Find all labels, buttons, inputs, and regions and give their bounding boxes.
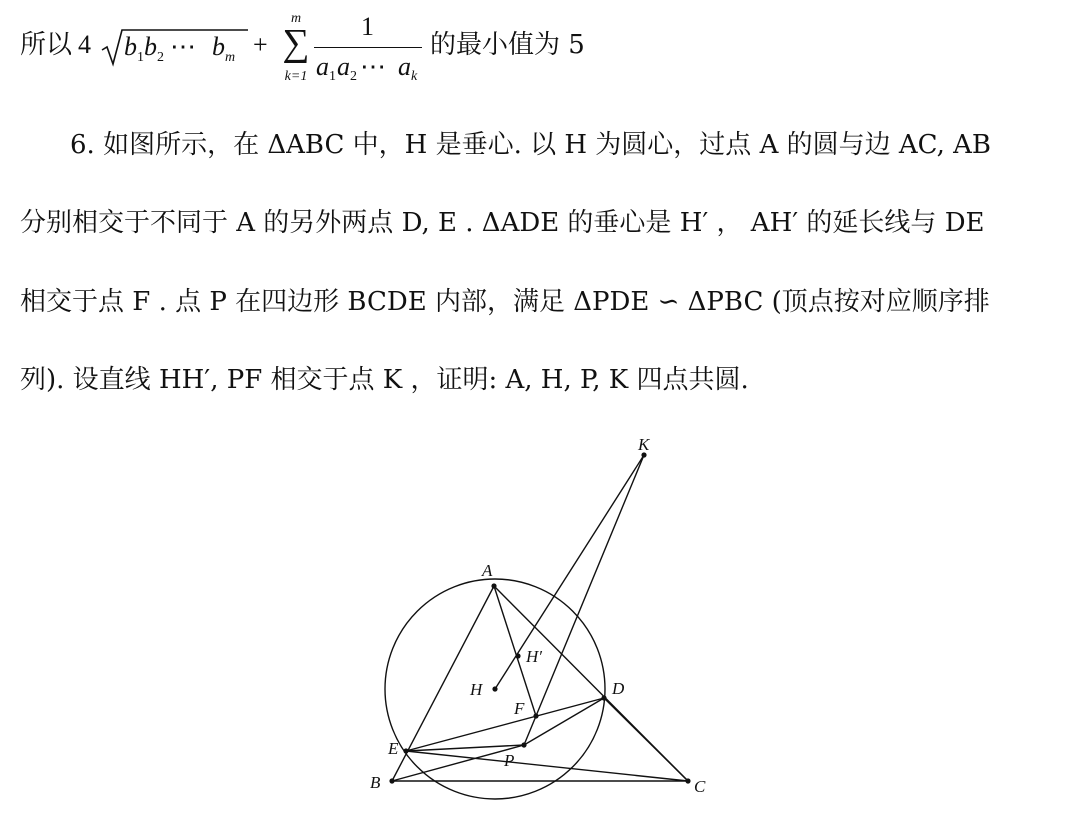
den-sub1: 1 [329, 69, 336, 84]
label-P: P [504, 751, 515, 770]
point-B [389, 778, 394, 783]
label-C: C [694, 777, 706, 796]
problem-line-1: 6. 如图所示，在 ΔABC 中，H 是垂心. 以 H 为圆心，过点 A 的圆与边 AC, AB [70, 130, 992, 160]
problem-line-2: 分别相交于不同于 A 的另外两点 D, E . ΔADE 的垂心是 H′ ， AH′ 的延长线与 DE [20, 208, 985, 238]
radical-expression [100, 22, 250, 72]
radicand-b1: b [124, 32, 137, 61]
point-P [521, 742, 526, 747]
formula-plus: + [253, 30, 268, 59]
point-D [601, 695, 606, 700]
formula-prefix: 所以 [20, 30, 73, 60]
point-H-prime [515, 653, 520, 658]
point-A [491, 583, 496, 588]
segment-DC [604, 698, 688, 781]
den-subk: k [411, 69, 418, 84]
fraction-denominator [310, 52, 425, 86]
label-B: B [370, 773, 381, 792]
radicand-b2: b [144, 32, 157, 61]
radicand-sub2: 2 [157, 50, 164, 65]
den-a2: a [337, 52, 350, 81]
den-ak: a [398, 52, 411, 81]
problem-line-3: 相交于点 F . 点 P 在四边形 BCDE 内部，满足 ΔPDE ∽ ΔPBC (顶点按对应顺序排 [20, 287, 990, 317]
geometry-figure [360, 430, 710, 800]
label-E: E [388, 739, 399, 758]
segment-PD [524, 698, 604, 745]
point-E [403, 748, 408, 753]
radicand-sub1: 1 [137, 50, 144, 65]
segment-DE [406, 698, 604, 751]
point-F [533, 713, 538, 718]
problem-line-4: 列). 设直线 HH′, PF 相交于点 K ，证明: A, H, P, K 四点共圆. [20, 365, 749, 395]
den-sub2: 2 [350, 69, 357, 84]
formula-suffix: 的最小值为 5 [430, 30, 585, 60]
sum-upper-limit: m [290, 11, 302, 26]
label-F: F [514, 699, 525, 718]
line-KP [524, 455, 644, 745]
label-A: A [482, 561, 493, 580]
sum-lower-limit: k=1 [284, 69, 308, 84]
label-H-prime: H′ [526, 647, 542, 666]
formula-line [20, 11, 1060, 92]
radicand-subm: m [225, 50, 236, 65]
fraction-numerator: 1 [361, 12, 374, 41]
radicand-dots: ⋯ [170, 32, 196, 61]
formula-coefficient: 4 [78, 30, 91, 59]
label-D: D [612, 679, 625, 698]
den-dots: ⋯ [360, 52, 386, 81]
radicand-bm: b [212, 32, 225, 61]
den-a1: a [316, 52, 329, 81]
geometry-diagram [360, 430, 710, 800]
label-H: H [470, 680, 483, 699]
label-K: K [638, 435, 650, 454]
fraction [310, 12, 425, 92]
point-C [685, 778, 690, 783]
fraction-bar [314, 47, 422, 48]
point-H [492, 686, 497, 691]
sum-symbol: ∑ [282, 22, 310, 64]
